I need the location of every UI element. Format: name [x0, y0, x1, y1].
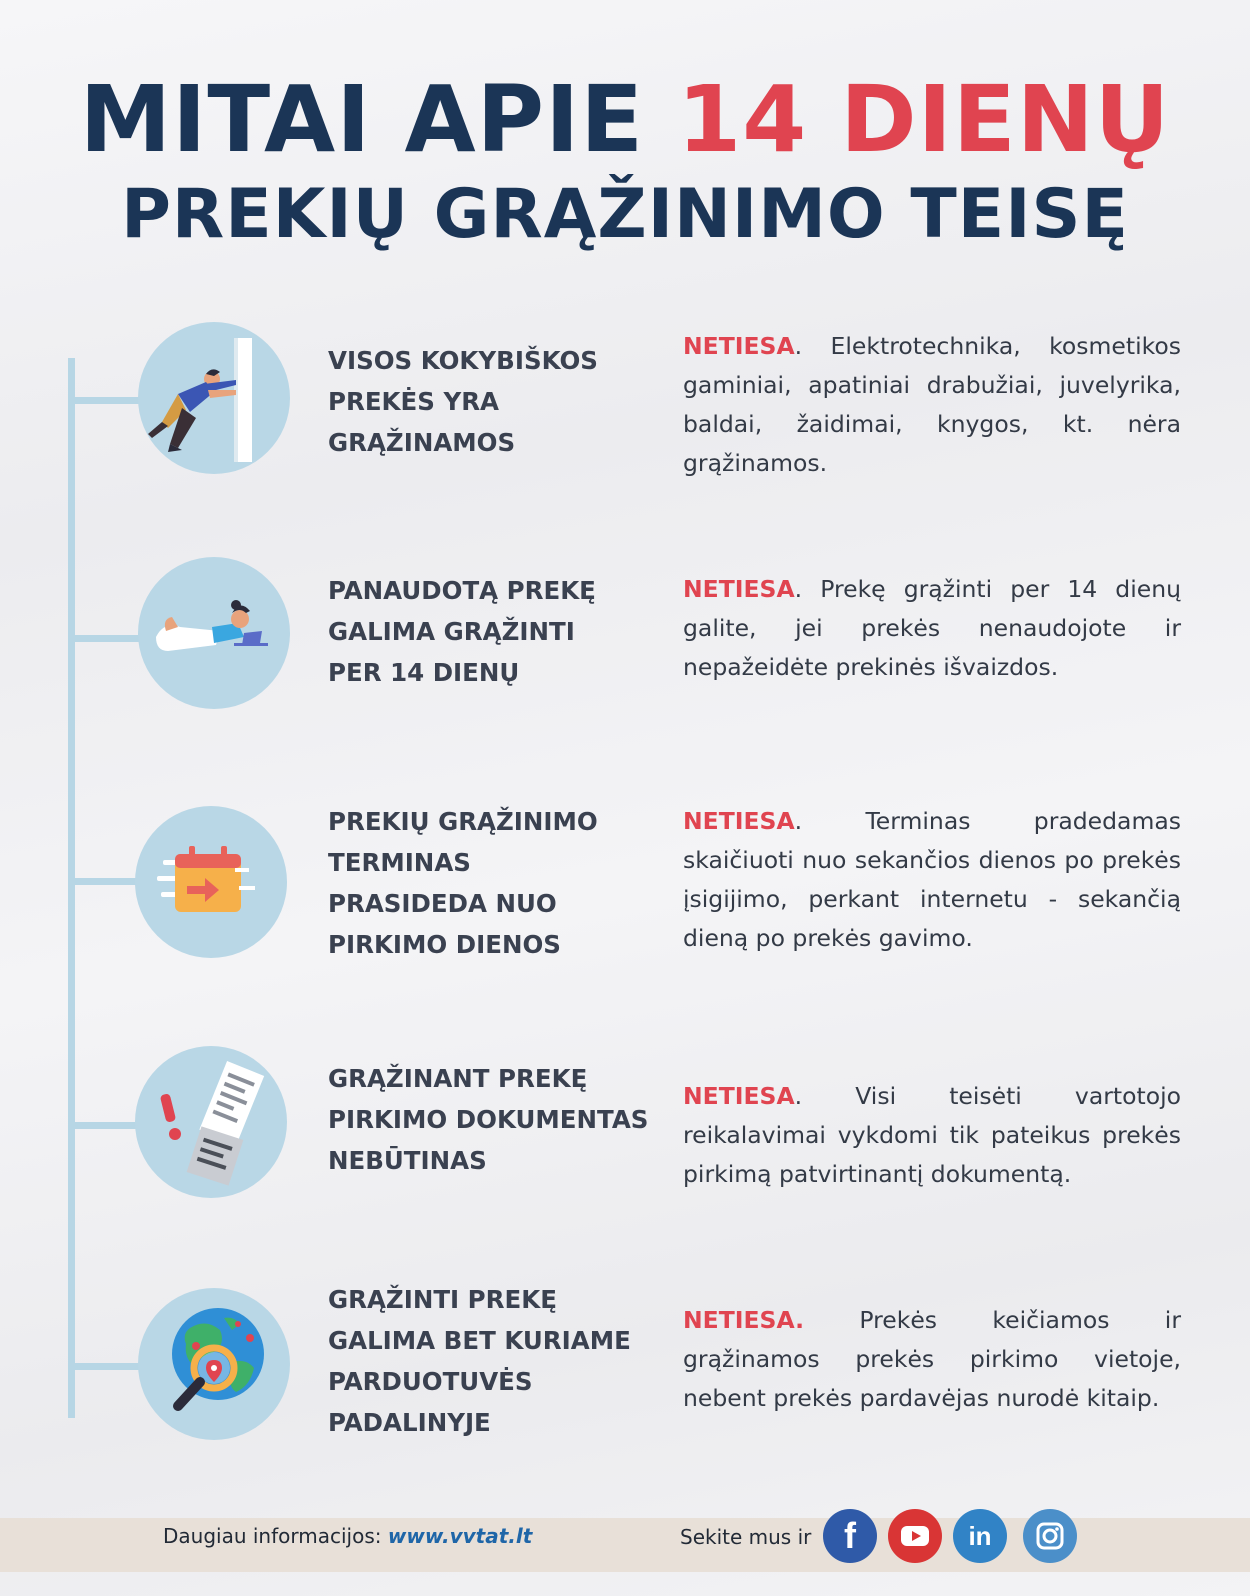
linkedin-icon[interactable]: in: [953, 1509, 1007, 1563]
person-pushing-wall-icon: [138, 322, 290, 474]
timeline-branch: [68, 397, 148, 404]
youtube-icon[interactable]: [888, 1509, 942, 1563]
fact-paragraph: [683, 1077, 1181, 1194]
myth-text: GRĄŽINANT PREKĘ PIRKIMO DOKUMENTAS NEBŪTINAS: [328, 1064, 649, 1175]
fact-text: . Elektrotechnika, kosmetikos gaminiai, apatiniai drabužiai, juvelyrika, baldai, žaidimai, knygos, kt. nėra grąžinamos.: [683, 332, 1181, 477]
netiesa-label: NETIESA: [683, 807, 795, 835]
fact-text: . Terminas pradedamas skaičiuoti nuo sekančios dienos po prekės įsigijimo, perkant internetu - sekančią dieną po prekės gavimo.: [683, 807, 1181, 952]
netiesa-label: NETIESA.: [683, 1306, 805, 1334]
fact-paragraph: [683, 802, 1181, 958]
myth-text: VISOS KOKYBIŠKOS PREKĖS YRA GRĄŽINAMOS: [328, 346, 598, 457]
person-with-laptop-icon: [138, 557, 290, 709]
globe-magnifier-icon: [138, 1288, 290, 1440]
timeline-branch: [68, 1363, 148, 1370]
myth-text: PREKIŲ GRĄŽINIMO TERMINAS PRASIDEDA NUO PIRKIMO DIENOS: [328, 807, 598, 959]
receipt-warning-icon: [135, 1046, 287, 1198]
instagram-icon[interactable]: [1023, 1509, 1077, 1563]
netiesa-label: NETIESA: [683, 575, 795, 603]
follow-label: Sekite mus ir: [680, 1525, 812, 1549]
fact-text: . Visi teisėti vartotojo reikalavimai vykdomi tik pateikus prekės pirkimą patvirtinantį dokumentą.: [683, 1082, 1181, 1188]
myth-text: GRĄŽINTI PREKĘ GALIMA BET KURIAME PARDUOTUVĖS PADALINYJE: [328, 1285, 631, 1437]
fact-paragraph: [683, 570, 1181, 687]
title-part1: MITAI APIE: [79, 66, 678, 173]
timeline-line: [68, 358, 75, 1418]
more-info-label: Daugiau informacijos:: [163, 1524, 388, 1548]
title-accent: 14 DIENŲ: [677, 66, 1171, 173]
page-title-line1: [0, 66, 1250, 173]
more-info: [163, 1521, 532, 1551]
facebook-icon[interactable]: f: [823, 1509, 877, 1563]
myth-text: PANAUDOTĄ PREKĘ GALIMA GRĄŽINTI PER 14 DIENŲ: [328, 576, 596, 687]
page-title-line2: PREKIŲ GRĄŽINIMO TEISĘ: [121, 175, 1129, 254]
netiesa-label: NETIESA: [683, 332, 795, 360]
netiesa-label: NETIESA: [683, 1082, 795, 1110]
fact-text: . Prekę grąžinti per 14 dienų galite, jei prekės nenaudojote ir nepažeidėte prekinės išvaizdos.: [683, 575, 1181, 681]
fact-text: Prekės keičiamos ir grąžinamos prekės pirkimo vietoje, nebent prekės pardavėjas nurodė kitaip.: [683, 1306, 1181, 1412]
fact-paragraph: [683, 327, 1181, 483]
website-link[interactable]: www.vvtat.lt: [387, 1524, 533, 1548]
timeline-branch: [68, 635, 148, 642]
fact-paragraph: [683, 1301, 1181, 1418]
calendar-arrow-icon: [135, 806, 287, 958]
